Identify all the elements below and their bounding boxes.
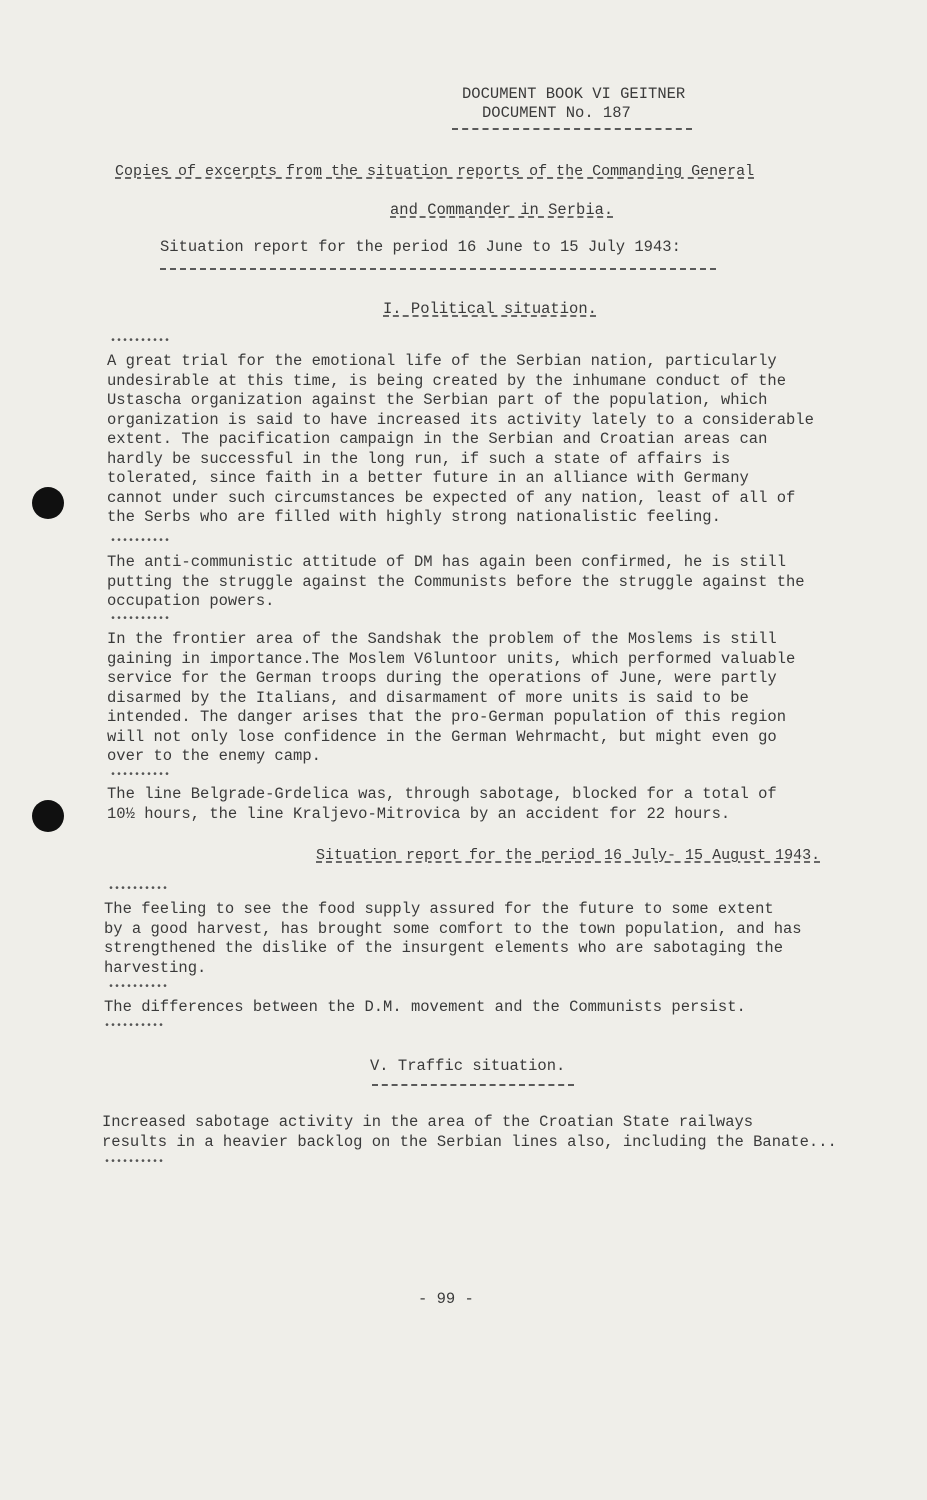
header-dashed-rule [452,128,692,130]
paragraph-line: In the frontier area of the Sandshak the problem of the Moslems is still [107,630,777,648]
document-title-line2: and Commander in Serbia. [390,201,614,219]
period-heading-1: Situation report for the period 16 June to 15 July 1943: [160,238,681,256]
paragraph-line: A great trial for the emotional life of the Serbian nation, particularly [107,352,777,370]
paragraph-line: occupation powers. [107,592,275,610]
document-book-label: DOCUMENT BOOK VI GEITNER [462,85,686,103]
section-heading-political: I. Political situation. [383,300,597,318]
paragraph-line: tolerated, since faith in a better future in an alliance with Germany [107,469,749,487]
paragraph-sandshak [107,630,795,767]
separator-dots: •••••••••• [104,1021,165,1032]
paragraph-line: the Serbs who are filled with highly strong nationalistic feeling. [107,508,721,526]
paragraph-line: hardly be successful in the long run, if such a state of affairs is [107,449,731,468]
paragraph-railway-lines [107,785,777,824]
paragraph-line: over to the enemy camp. [107,747,321,765]
paragraph-line: 10½ hours, the line Kraljevo-Mitrovica by an accident for 22 hours. [107,804,731,823]
separator-dots: •••••••••• [110,770,171,781]
separator-dots: •••••••••• [110,536,171,547]
paragraph-line: extent. The pacification campaign in the Serbian and Croatian areas can [107,430,768,448]
period-heading-2: Situation report for the period 16 July- 15 August 1943. [316,847,821,864]
paragraph-line: Ustascha organization against the Serbian part of the population, which [107,391,768,409]
paragraph-line: The line Belgrade-Grdelica was, through sabotage, blocked for a total of [107,785,777,803]
page-number: - 99 - [418,1290,474,1308]
paragraph-line: gaining in importance.The Moslem V6luntoor units, which performed valuable [107,649,796,668]
paragraph-line: cannot under such circumstances be expected of any nation, least of all of [107,488,796,507]
paragraph-line: will not only lose confidence in the German Wehrmacht, but might even go [107,727,777,746]
punch-hole-lower [32,800,64,832]
paragraph-line: undesirable at this time, is being created by the inhumane conduct of the [107,371,787,390]
paragraph-line: by a good harvest, has brought some comfort to the town population, and has [104,919,802,938]
paragraph-line: Increased sabotage activity in the area of the Croatian State railways [102,1113,754,1131]
separator-dots: •••••••••• [108,884,169,895]
section-heading-traffic: V. Traffic situation. [370,1057,566,1075]
section-dashed-rule [372,1084,574,1086]
paragraph-line: service for the German troops during the operations of June, were partly [107,669,777,687]
paragraph-line: results in a heavier backlog on the Serbian lines also, including the Banate... [102,1132,837,1151]
paragraph-ustascha [107,352,814,528]
paragraph-line: The feeling to see the food supply assured for the future to some extent [104,900,774,918]
document-number-label: DOCUMENT No. 187 [482,104,631,122]
paragraph-line: putting the struggle against the Communists before the struggle against the [107,572,805,591]
paragraph-line: disarmed by the Italians, and disarmament of more units is said to be [107,688,749,707]
separator-dots: •••••••••• [110,614,171,625]
separator-dots: •••••••••• [104,1157,165,1168]
document-title-line1: Copies of excerpts from the situation reports of the Commanding General [115,163,755,180]
period-dashed-rule [160,268,716,270]
paragraph-food-supply [104,900,802,978]
separator-dots: •••••••••• [110,336,171,347]
paragraph-line: organization is said to have increased its activity lately to a considerable [107,410,814,429]
paragraph-line: intended. The danger arises that the pro-German population of this region [107,708,787,726]
paragraph-line: harvesting. [104,958,207,977]
separator-dots: •••••••••• [108,982,169,993]
paragraph-differences [104,998,746,1018]
paragraph-anti-communistic [107,553,805,612]
punch-hole-upper [32,487,64,519]
paragraph-line: The anti-communistic attitude of DM has again been confirmed, he is still [107,553,787,571]
paragraph-line: The differences between the D.M. movement and the Communists persist. [104,998,746,1016]
paragraph-line: strengthened the dislike of the insurgent elements who are sabotaging the [104,939,784,957]
paragraph-sabotage [102,1113,837,1152]
